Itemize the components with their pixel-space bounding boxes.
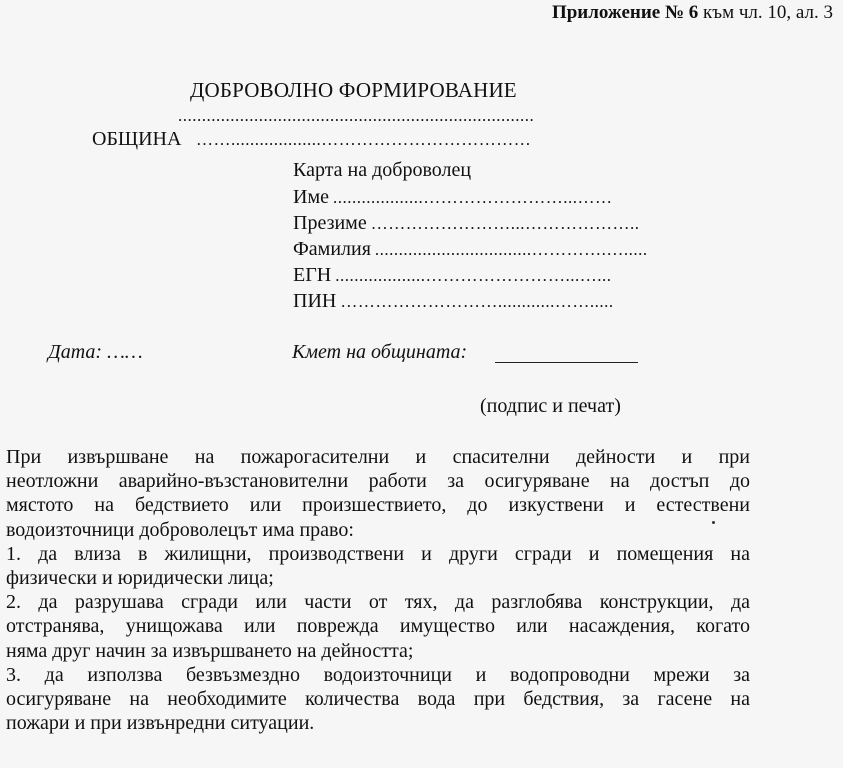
field-blank: ………………………............…….....: [340, 292, 614, 311]
field-blank: ...................……………………...……: [332, 188, 613, 207]
body-line: физически и юридически лица;: [6, 567, 274, 590]
body-line: 2. да разрушава сгради или части от тях, да разглобява конструкции, да: [6, 591, 750, 614]
field-label: Презиме: [293, 212, 367, 234]
signature-and-stamp-note: (подпис и печат): [480, 395, 621, 417]
body-line: пожари и при извънредни ситуации.: [6, 712, 315, 735]
body-line: отстранява, унищожава или поврежда имущество или насаждения, когато: [6, 615, 750, 638]
formation-name-blank: ...........................................................................: [178, 106, 535, 125]
annex-reference: [552, 2, 833, 24]
annex-number: Приложение № 6: [551, 2, 699, 23]
field-last-name: [293, 236, 683, 262]
body-line: 3. да използва безвъзмездно водоизточници и водопроводни мрежи за: [6, 663, 750, 686]
field-blank: .................................………….….....: [374, 240, 648, 259]
field-first-name: [293, 184, 683, 210]
date-field: Дата: ……: [48, 341, 143, 363]
field-egn: [293, 262, 683, 288]
body-line: осигуряване на необходимите количества вода при бедствия, за гасене на: [6, 688, 750, 711]
municipality-blank: ……...................………………………………: [196, 130, 532, 149]
municipality-label: ОБЩИНА: [92, 128, 182, 150]
field-blank: ……………………...………………..: [370, 214, 640, 233]
field-label: ПИН: [293, 290, 337, 312]
mayor-label: Кмет на общината:: [292, 341, 468, 363]
body-line: няма друг начин за извършването на дейността;: [6, 639, 414, 662]
field-label: Име: [293, 186, 329, 208]
annex-article: към чл. 10, ал. 3: [698, 2, 833, 23]
mayor-signature-line: [495, 362, 638, 363]
field-pin: [293, 288, 683, 314]
field-label: ЕГН: [293, 264, 332, 286]
field-label: Фамилия: [293, 238, 371, 260]
body-line: 1. да влиза в жилищни, производствени и други сгради и помещения на: [6, 542, 750, 565]
body-line: При извършване на пожарогасителни и спасителни дейности и при: [6, 446, 750, 468]
volunteer-card: [293, 157, 683, 314]
body-line: водоизточници доброволецът има право:: [6, 518, 354, 541]
document-title: ДОБРОВОЛНО ФОРМИРОВАНИЕ: [190, 78, 517, 102]
body-line: неотложни аварийно-възстановителни работи за осигуряване на достъп до: [6, 470, 750, 493]
field-middle-name: [293, 210, 683, 236]
field-blank: ...................……………………...…...: [335, 266, 612, 285]
body-line: мястото на бедствието или произшествието, до изкуствени и естествени: [6, 494, 750, 517]
volunteer-rights-text: [6, 445, 750, 735]
card-title: Карта на доброволец: [293, 159, 472, 181]
scan-speck: [712, 521, 715, 524]
